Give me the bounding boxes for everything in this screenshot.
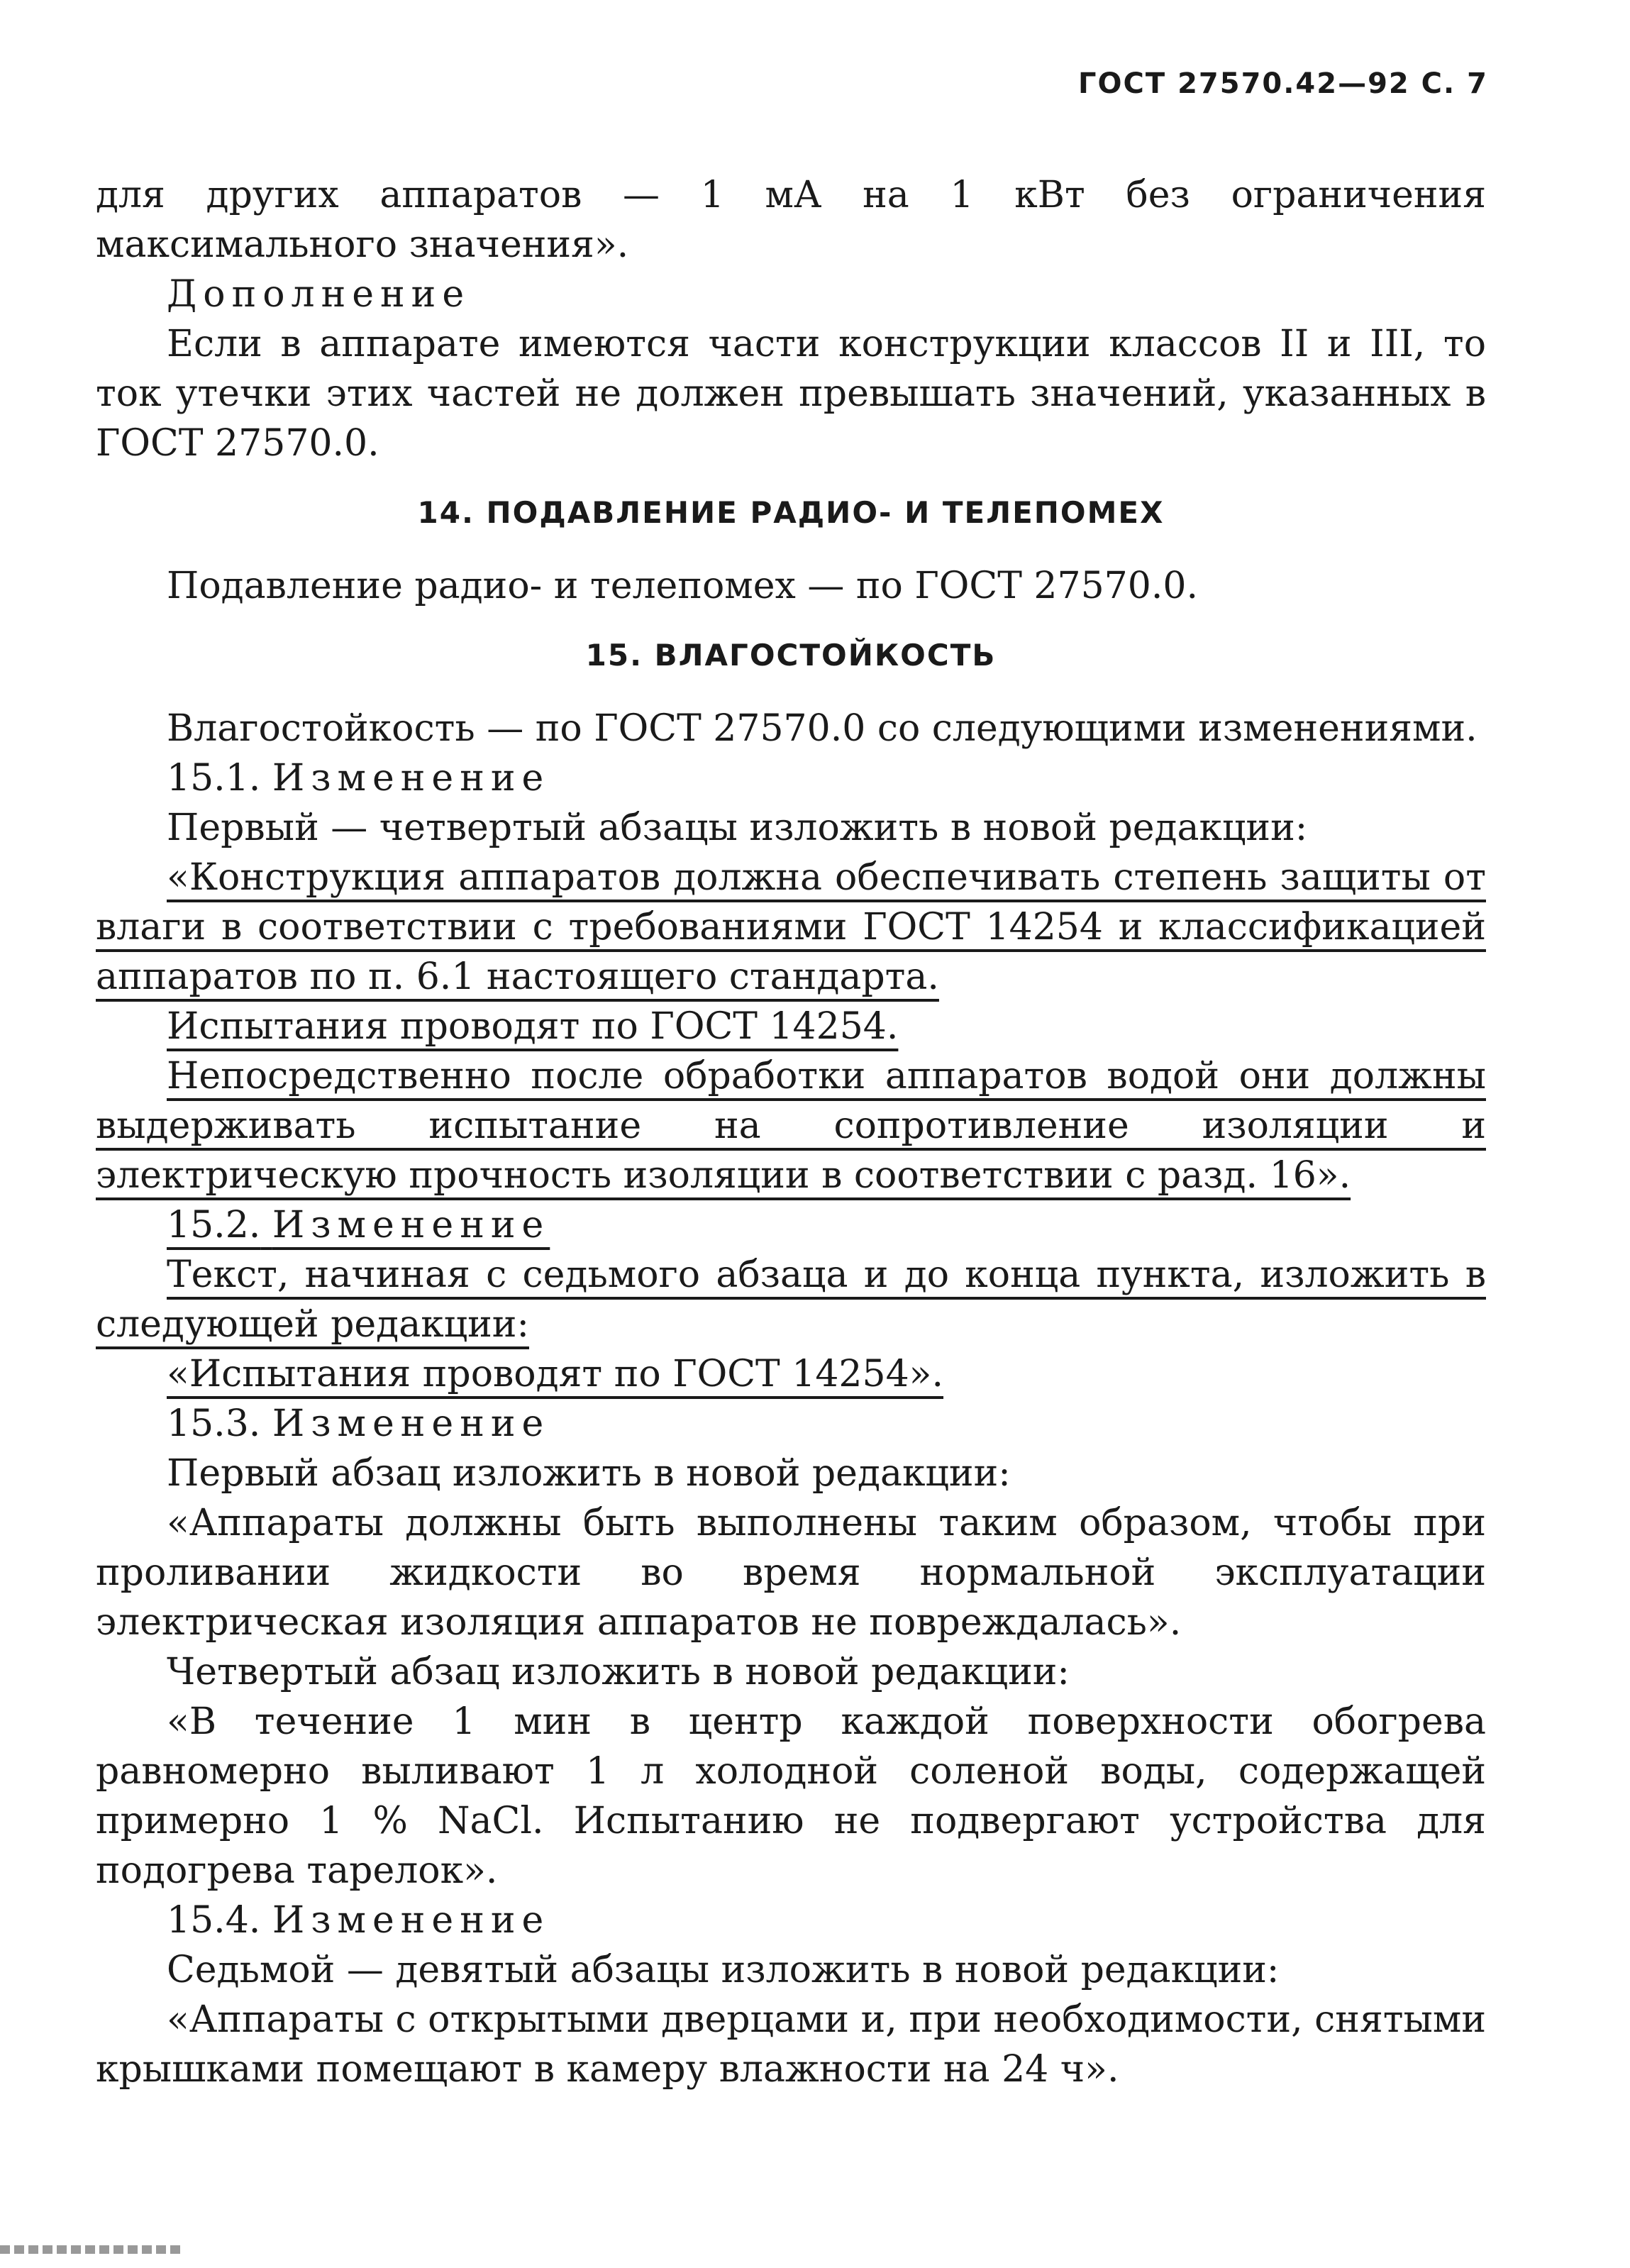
- page-header: ГОСТ 27570.42—92 С. 7: [1078, 67, 1488, 100]
- clause-15-1-quote-tests: Испытания проводят по ГОСТ 14254.: [167, 1005, 899, 1048]
- clause-label: Изменение: [272, 1204, 550, 1246]
- scan-artifact-mark: [0, 2245, 184, 2254]
- clause-15-2-heading: [96, 1200, 1486, 1250]
- clause-label: Изменение: [272, 1403, 550, 1445]
- clause-15-4-quote: «Аппараты с открытыми дверцами и, при необходимости, снятыми крышками помещают в камеру влажности на 24 ч».: [96, 1998, 1487, 2091]
- clause-15-1-quote-insulation: Непосредственно после обработки аппаратов водой они должны выдерживать испытание на сопротивление изоляции и электрическую прочность изоляции в соответствии с разд. 16».: [96, 1055, 1486, 1197]
- clause-15-3-quote-1: «Аппараты должны быть выполнены таким образом, чтобы при проливании жидкости во время нормальной эксплуатации электрическая изоляция аппаратов не повреждалась».: [96, 1502, 1486, 1644]
- clause-number: 15.2.: [167, 1204, 261, 1246]
- clause-15-2-quote: «Испытания проводят по ГОСТ 14254».: [167, 1353, 944, 1395]
- addition-label: Дополнение: [167, 273, 471, 316]
- paragraph-addition: Если в аппарате имеются части конструкции классов II и III, то ток утечки этих частей не должен превышать значений, указанных в ГОСТ 27570.0.: [96, 323, 1486, 465]
- clause-15-4-heading: [96, 1896, 1486, 1945]
- clause-number: 15.4.: [167, 1899, 261, 1942]
- section-15-title: 15. ВЛАГОСТОЙКОСТЬ: [585, 638, 997, 673]
- clause-number: 15.1.: [167, 757, 261, 800]
- clause-15-2-instruction: Текст, начиная с седьмого абзаца и до конца пункта, изложить в следующей редакции:: [96, 1254, 1486, 1346]
- clause-15-3-instruction-2: Четвертый абзац изложить в новой редакции:: [167, 1651, 1070, 1693]
- clause-15-3-quote-2: «В течение 1 мин в центр каждой поверхности обогрева равномерно выливают 1 л холодной соленой воды, содержащей примерно 1 % NaCl. Испытанию не подвергают устройства для подогрева тарелок».: [96, 1700, 1486, 1892]
- clause-number: 15.3.: [167, 1403, 261, 1445]
- clause-label: Изменение: [272, 1899, 550, 1942]
- section-15-intro: Влагостойкость — по ГОСТ 27570.0 со следующими изменениями.: [167, 707, 1477, 750]
- section-14-text: Подавление радио- и телепомех — по ГОСТ 27570.0.: [167, 565, 1198, 607]
- paragraph-leakage-other: для других аппаратов — 1 мА на 1 кВт без ограничения максимального значения».: [96, 174, 1486, 266]
- clause-15-1-heading: [96, 753, 1486, 803]
- clause-label: Изменение: [272, 757, 550, 800]
- clause-heading-underlined: [167, 1204, 550, 1246]
- clause-15-1-instruction: Первый — четвертый абзацы изложить в новой редакции:: [167, 807, 1308, 849]
- clause-15-3-heading: [96, 1399, 1486, 1449]
- section-14-title: 14. ПОДАВЛЕНИЕ РАДИО- И ТЕЛЕПОМЕХ: [417, 495, 1165, 530]
- clause-15-1-quote-design: «Конструкция аппаратов должна обеспечивать степень защиты от влаги в соответствии с требованиями ГОСТ 14254 и классификацией аппаратов по п. 6.1 настоящего стандарта.: [96, 856, 1486, 998]
- clause-15-4-instruction: Седьмой — девятый абзацы изложить в новой редакции:: [167, 1949, 1280, 1991]
- clause-15-3-instruction-1: Первый абзац изложить в новой редакции:: [167, 1452, 1011, 1495]
- document-body: [96, 170, 1486, 2094]
